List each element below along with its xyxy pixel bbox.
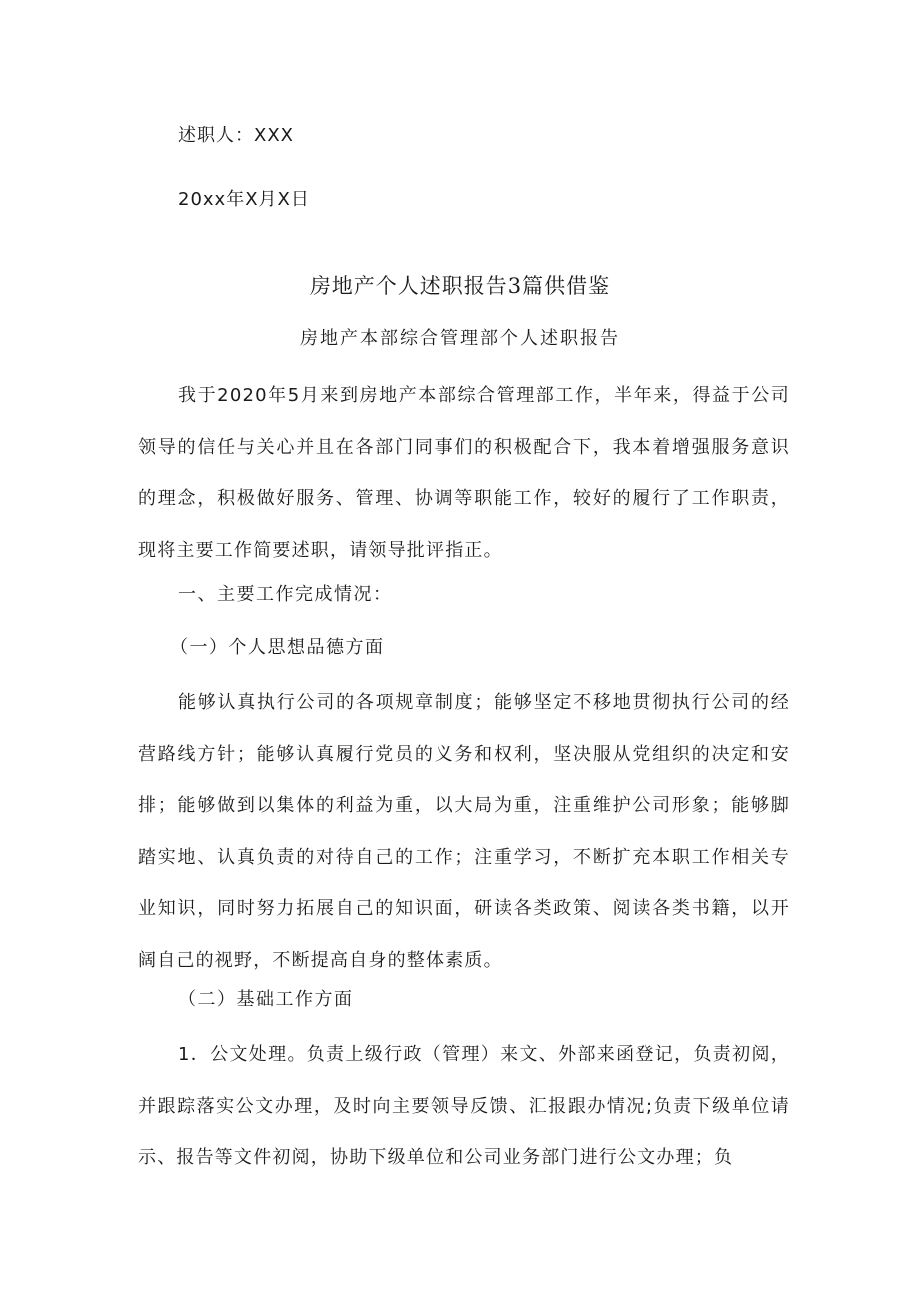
document-subtitle: 房地产本部综合管理部个人述职报告: [300, 328, 620, 349]
subsection-1-paragraph: 能够认真执行公司的各项规章制度；能够坚定不移地贯彻执行公司的经营路线方针；能够认真履行党员的义务和权利，坚决服从党组织的决定和安排；能够做到以集体的利益为重，以大局为重，注重维护公司形象；能够脚踏实地、认真负责的对待自己的工作；注重学习，不断扩充本职工作相关专业知识，同时努力拓展自己的知识面，研读各类政策、阅读各类书籍，以开阔自己的视野，不断提高自身的整体素质。: [138, 692, 790, 971]
reporter-line: 述职人：XXX: [178, 125, 294, 146]
section-heading-1: 一、主要工作完成情况：: [178, 584, 393, 605]
item-1-paragraph: 1．公文处理。负责上级行政（管理）来文、外部来函登记，负责初阅，并跟踪落实公文办理，及时向主要领导反馈、汇报跟办情况;负责下级单位请示、报告等文件初阅，协助下级单位和公司业务部门进行公文办理；负: [138, 1044, 790, 1169]
document-title: 房地产个人述职报告3篇供借鉴: [309, 274, 611, 298]
subsection-heading-2: （二）基础工作方面: [178, 989, 354, 1010]
subsection-heading-1: （一）个人思想品德方面: [170, 637, 385, 658]
intro-paragraph: 我于2020年5月来到房地产本部综合管理部工作，半年来，得益于公司领导的信任与关心并且在各部门同事们的积极配合下，我本着增强服务意识的理念，积极做好服务、管理、协调等职能工作，较好的履行了工作职责，现将主要工作简要述职，请领导批评指正。: [138, 385, 790, 561]
date-line: 20xx年X月X日: [178, 189, 310, 210]
